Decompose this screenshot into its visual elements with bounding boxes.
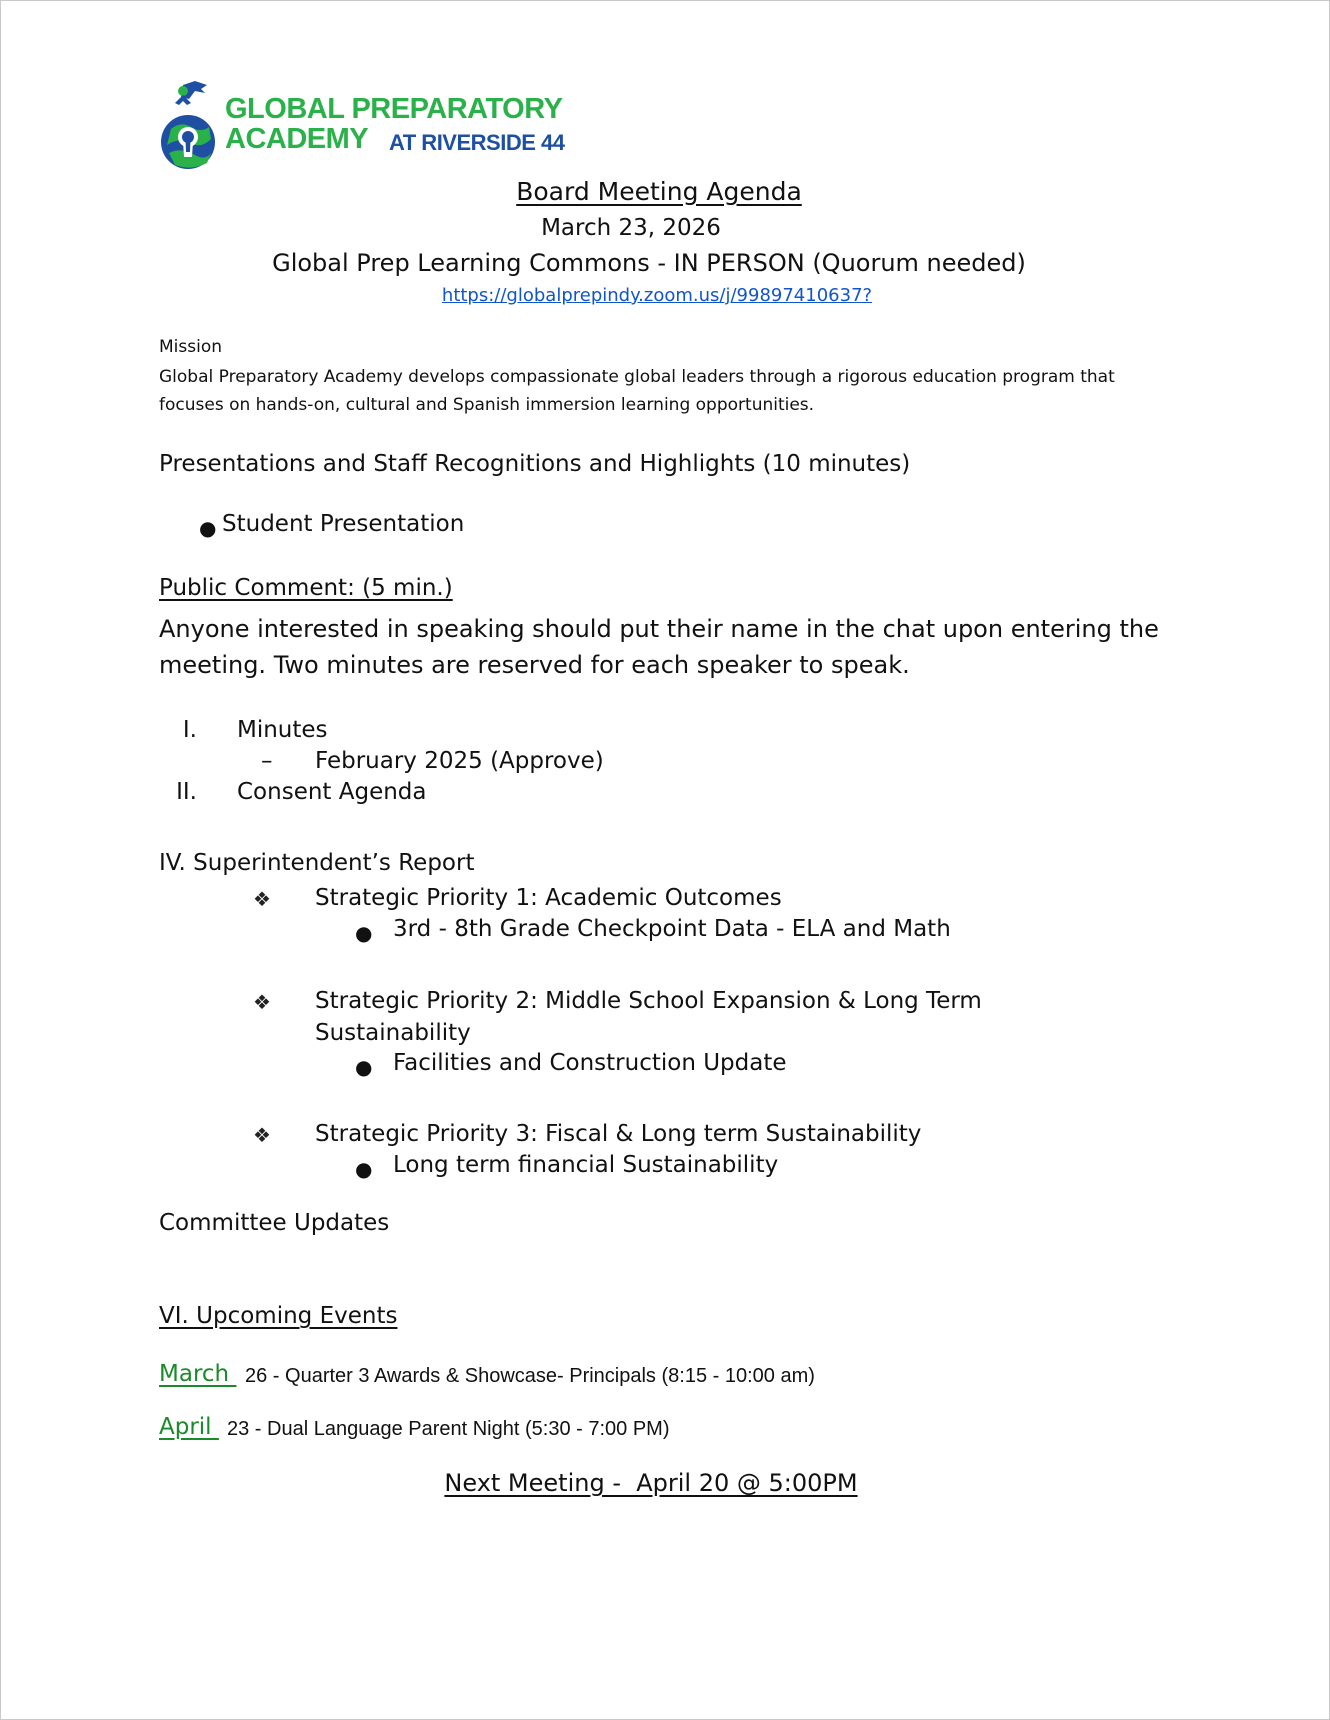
- meeting-location: Global Prep Learning Commons - IN PERSON (Quorum needed): [272, 249, 1026, 277]
- agenda-numeral: II.: [176, 779, 197, 805]
- diamond-bullet-icon: ❖: [253, 887, 271, 911]
- meeting-date: March 23, 2026: [541, 215, 721, 241]
- event-month-april: April: [159, 1414, 219, 1440]
- committee-heading: Committee Updates: [159, 1210, 390, 1236]
- logo-text-line2: ACADEMY: [225, 123, 369, 155]
- diamond-bullet-icon: ❖: [253, 990, 271, 1014]
- priority-1-label: Strategic Priority 1: Academic Outcomes: [315, 885, 782, 911]
- list-item: Student Presentation: [222, 511, 465, 537]
- presentations-heading: Presentations and Staff Recognitions and Highlights (10 minutes): [159, 451, 911, 477]
- priority-3-label: Strategic Priority 3: Fiscal & Long term Sustainability: [315, 1121, 922, 1147]
- bullet-marker: ●: [355, 921, 373, 945]
- diamond-bullet-icon: ❖: [253, 1123, 271, 1147]
- agenda-item-minutes: Minutes: [237, 717, 328, 743]
- event-month-march: March: [159, 1361, 237, 1387]
- superintendent-heading: IV. Superintendent’s Report: [159, 850, 475, 876]
- agenda-numeral: I.: [182, 717, 197, 743]
- bullet-marker: ●: [199, 516, 217, 540]
- bullet-marker: ●: [355, 1157, 373, 1181]
- priority-2-subitem: Facilities and Construction Update: [393, 1050, 787, 1076]
- logo-text-line1: GLOBAL PREPARATORY: [225, 93, 563, 125]
- public-comment-text: Anyone interested in speaking should put their name in the chat upon entering the meeting. Two minutes are reserved for each speaker to speak.: [159, 615, 1159, 679]
- priority-3-subitem: Long term financial Sustainability: [393, 1152, 779, 1178]
- priority-1-subitem: 3rd - 8th Grade Checkpoint Data - ELA and Math: [393, 916, 951, 942]
- mission-text: Global Preparatory Academy develops compassionate global leaders through a rigorous education program that focuses on hands-on, cultural and Spanish immersion learning opportunities.: [159, 367, 1115, 415]
- public-comment-heading: Public Comment: (5 min.): [159, 575, 453, 601]
- school-logo: [161, 79, 565, 174]
- logo-text-riverside: AT RIVERSIDE 44: [389, 130, 565, 155]
- mission-label: Mission: [159, 337, 223, 357]
- page-title: Board Meeting Agenda: [516, 177, 802, 206]
- sub-item-marker: –: [261, 748, 273, 774]
- priority-2-label-line2: Sustainability: [315, 1020, 471, 1046]
- zoom-link[interactable]: https://globalprepindy.zoom.us/j/99897410637?: [441, 285, 873, 306]
- agenda-subitem-february: February 2025 (Approve): [315, 748, 604, 774]
- event-text-march: 26 - Quarter 3 Awards & Showcase- Principals (8:15 - 10:00 am): [245, 1365, 815, 1387]
- next-meeting: Next Meeting - April 20 @ 5:00PM: [444, 1469, 858, 1497]
- event-text-april: 23 - Dual Language Parent Night (5:30 - 7:00 PM): [227, 1418, 670, 1440]
- agenda-item-consent: Consent Agenda: [237, 779, 427, 805]
- logo-emblem-icon: [161, 79, 225, 174]
- bullet-marker: ●: [355, 1055, 373, 1079]
- events-heading: VI. Upcoming Events: [159, 1303, 398, 1329]
- priority-2-label-line1: Strategic Priority 2: Middle School Expansion & Long Term: [315, 988, 982, 1014]
